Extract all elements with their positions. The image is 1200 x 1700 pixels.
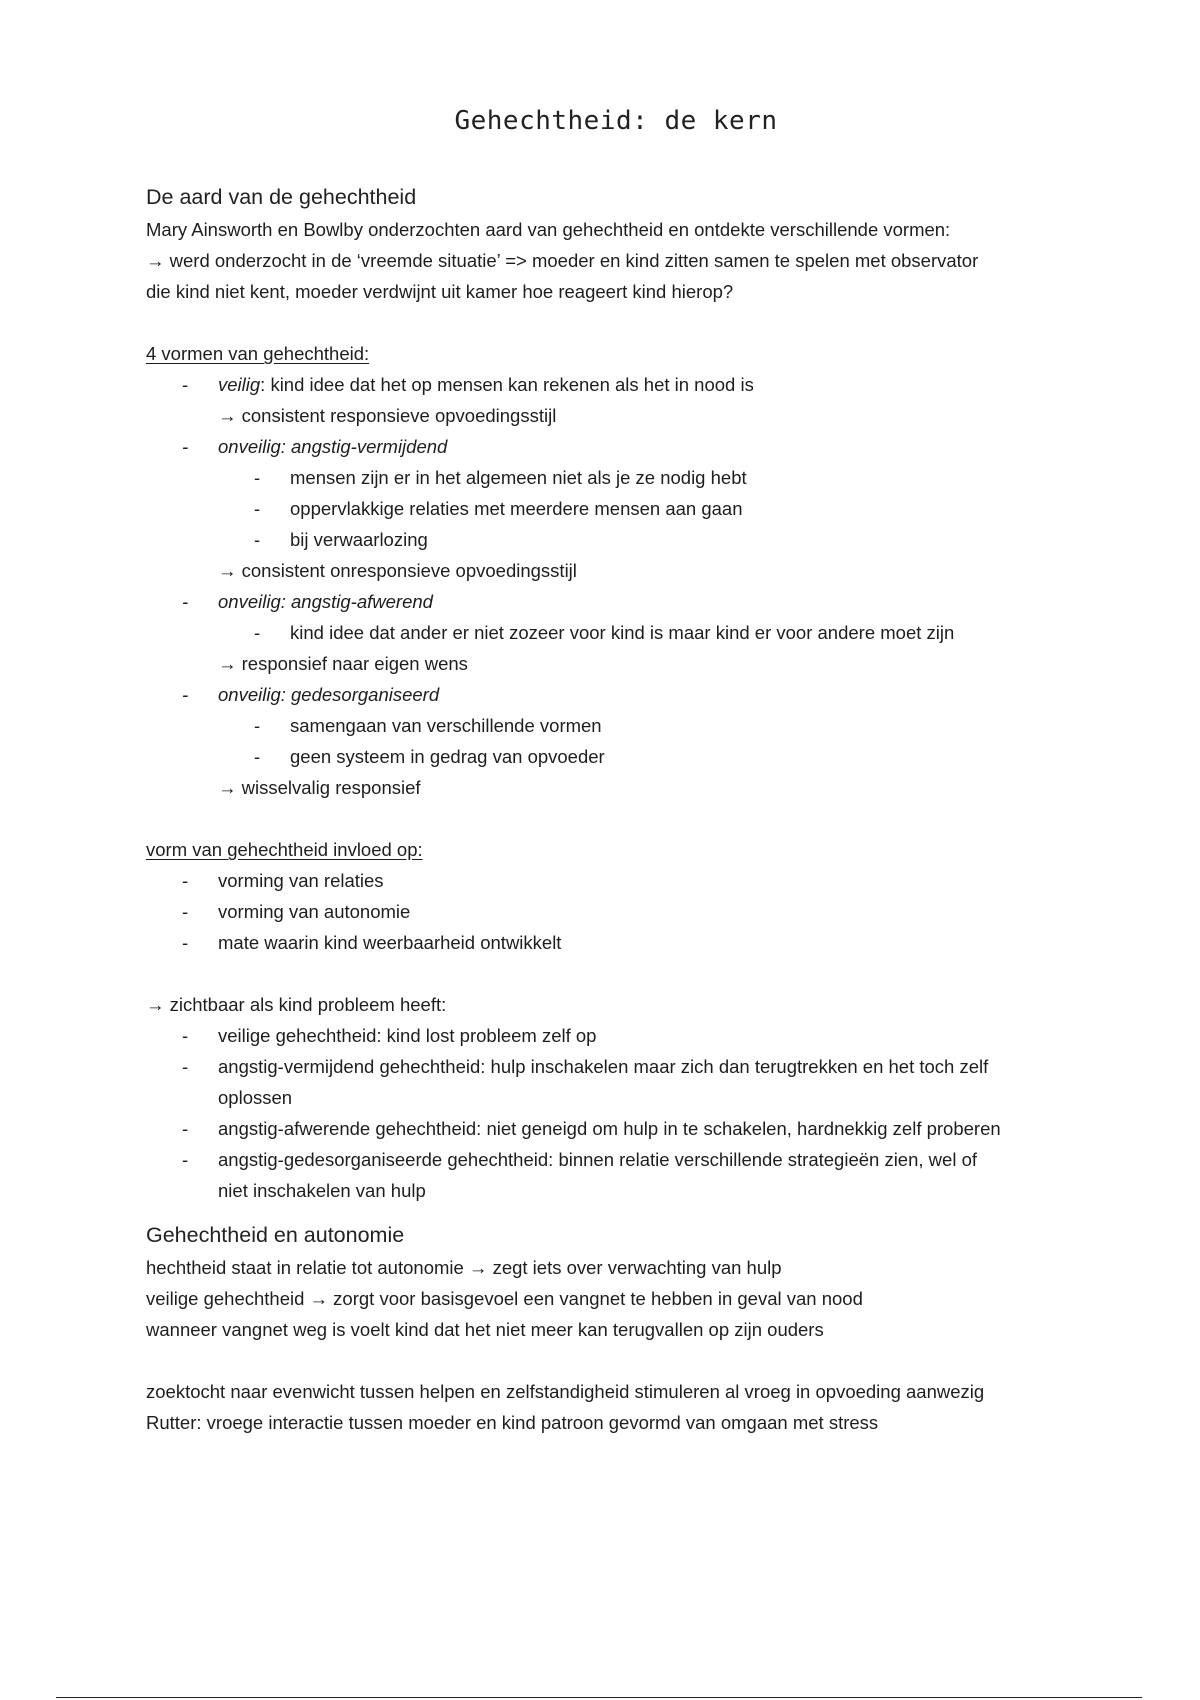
page-title: Gehechtheid: de kern	[454, 106, 778, 136]
list-item: - mensen zijn er in het algemeen niet als je ze nodig hebt	[146, 462, 1086, 493]
list-item: - samengaan van verschillende vormen	[146, 710, 1086, 741]
section-heading-autonomie: Gehechtheid en autonomie	[146, 1223, 405, 1247]
arrow-note: → wisselvalig responsief	[218, 777, 421, 798]
footer-rule	[56, 1697, 1142, 1698]
paragraph-line: Rutter: vroege interactie tussen moeder en kind patroon gevormd van omgaan met stress	[146, 1412, 879, 1433]
form-label: - onveilig: gedesorganiseerd	[146, 679, 1086, 710]
intro-line: → werd onderzocht in de ‘vreemde situatie’ => moeder en kind zitten samen te spelen met observator	[146, 250, 979, 271]
list-item	[146, 1051, 1086, 1113]
form-label: - onveilig: angstig-afwerend	[146, 586, 1086, 617]
list-item-line: - angstig-vermijdend gehechtheid: hulp inschakelen maar zich dan terugtrekken en het toch zelf	[218, 1056, 989, 1077]
intro-line: Mary Ainsworth en Bowlby onderzochten aard van gehechtheid en ontdekte verschillende vormen:	[146, 219, 951, 240]
form-text: : kind idee dat het op mensen kan rekenen als het in nood is	[260, 374, 754, 395]
list-item: - vorming van autonomie	[146, 896, 1086, 927]
list-item	[146, 1144, 1086, 1206]
arrow-note: → consistent responsieve opvoedingsstijl	[218, 405, 557, 426]
list-item	[146, 369, 1086, 400]
influence-subheading: vorm van gehechtheid invloed op:	[146, 839, 423, 860]
list-item: - vorming van relaties	[146, 865, 1086, 896]
influence-list	[146, 865, 1086, 958]
form-label: - onveilig: angstig-vermijdend	[146, 431, 1086, 462]
list-item-line: - angstig-gedesorganiseerde gehechtheid: binnen relatie verschillende strategieën zien, wel of	[218, 1149, 977, 1170]
intro-line: die kind niet kent, moeder verdwijnt uit kamer hoe reageert kind hierop?	[146, 281, 734, 302]
form-label: veilig	[218, 374, 261, 395]
list-item-line: niet inschakelen van hulp	[218, 1180, 426, 1201]
list-item: - oppervlakkige relaties met meerdere mensen aan gaan	[146, 493, 1086, 524]
section-heading-aard: De aard van de gehechtheid	[146, 185, 417, 209]
list-item: - veilige gehechtheid: kind lost probleem zelf op	[146, 1020, 1086, 1051]
list-item: - mate waarin kind weerbaarheid ontwikkelt	[146, 927, 1086, 958]
paragraph-line: zoektocht naar evenwicht tussen helpen en zelfstandigheid stimuleren al vroeg in opvoeding aanwezig	[146, 1381, 985, 1402]
list-item: - angstig-afwerende gehechtheid: niet geneigd om hulp in te schakelen, hardnekkig zelf proberen	[146, 1113, 1086, 1144]
list-item: - kind idee dat ander er niet zozeer voor kind is maar kind er voor andere moet zijn	[146, 617, 1086, 648]
visible-subheading: → zichtbaar als kind probleem heeft:	[146, 994, 447, 1015]
paragraph-line: veilige gehechtheid → zorgt voor basisgevoel een vangnet te hebben in geval van nood	[146, 1288, 863, 1309]
list-item: - bij verwaarlozing	[146, 524, 1086, 555]
forms-subheading: 4 vormen van gehechtheid:	[146, 343, 370, 364]
visible-list	[146, 1020, 1086, 1206]
paragraph-line: hechtheid staat in relatie tot autonomie → zegt iets over verwachting van hulp	[146, 1257, 782, 1278]
forms-list	[146, 369, 1086, 803]
document-body	[146, 180, 1086, 1438]
arrow-note: → responsief naar eigen wens	[218, 653, 468, 674]
list-item-line: oplossen	[218, 1087, 293, 1108]
list-item: - geen systeem in gedrag van opvoeder	[146, 741, 1086, 772]
arrow-note: → consistent onresponsieve opvoedingsstijl	[218, 560, 577, 581]
paragraph-line: wanneer vangnet weg is voelt kind dat het niet meer kan terugvallen op zijn ouders	[146, 1319, 824, 1340]
